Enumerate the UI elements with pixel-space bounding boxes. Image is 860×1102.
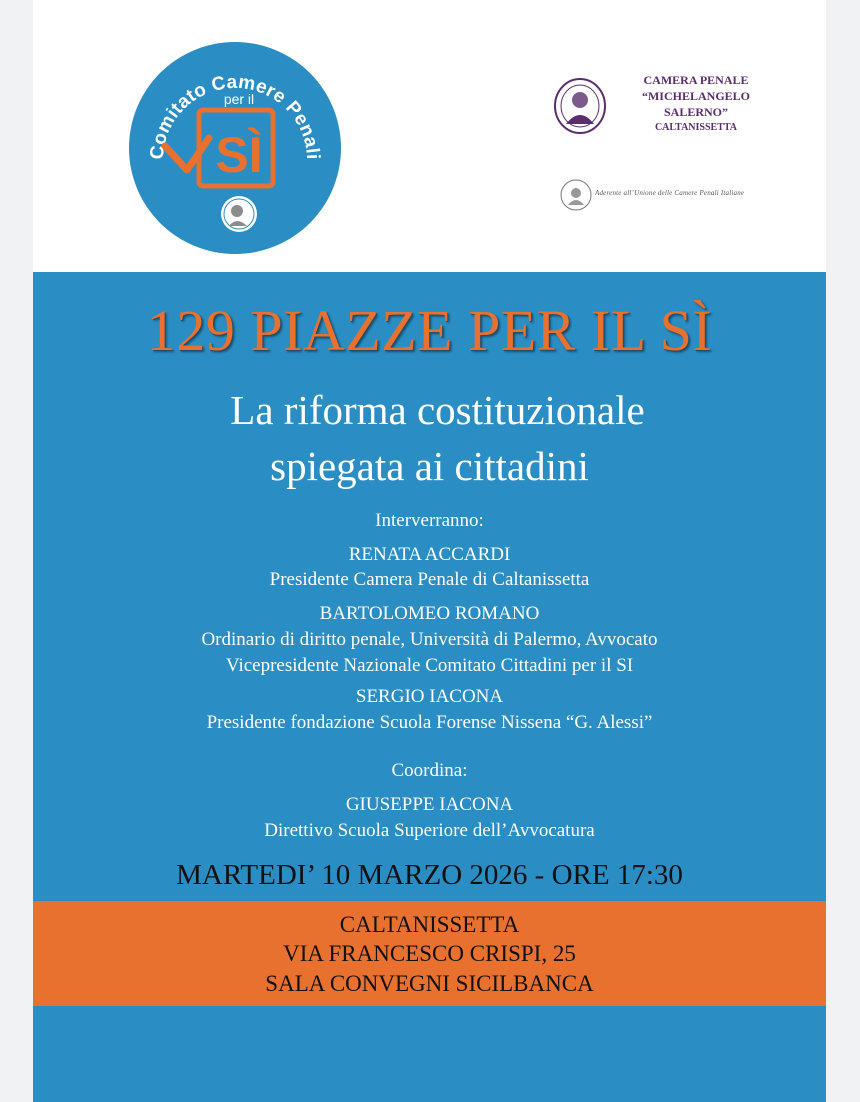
logo-per-il: per il [223,91,255,107]
coordinator-name: GIUSEPPE IACONA [345,794,514,815]
venue-room: SALA CONVEGNI SICILBANCA [265,971,594,996]
speaker-role: Vicepresidente Nazionale Comitato Cittadini per il SI [225,655,634,676]
interverranno-label: Interverranno: [375,510,484,531]
speaker-name: SERGIO IACONA [355,686,504,707]
subtitle [33,382,826,494]
speaker-role: Ordinario di diritto penale, Università di Palermo, Avvocato [201,629,658,650]
speaker-role: Presidente fondazione Scuola Forense Nissena “G. Alessi” [206,712,653,733]
header [33,0,826,272]
adherence-text: Aderente all’Unione delle Camere Penali Italiane [595,189,745,197]
camera-penale-seal-icon [553,76,607,136]
speaker-name: BARTOLOMEO ROMANO [319,603,540,624]
poster [33,0,826,1102]
coordina-label: Coordina: [391,760,468,781]
camera-penale-line1: CAMERA PENALE [643,73,749,87]
speaker-name: RENATA ACCARDI [348,544,511,565]
venue-address: VIA FRANCESCO CRISPI, 25 [283,941,576,966]
headline: 129 PIAZZE PER IL SÌ [146,298,713,363]
camera-penale-block [553,70,783,142]
comitato-logo [129,42,341,254]
subtitle-line1: La riforma costituzionale [230,387,645,433]
venue-city: CALTANISSETTA [339,912,520,937]
subtitle-line2: spiegata ai cittadini [270,443,589,489]
speaker-role: Presidente Camera Penale di Caltanissetta [269,569,590,590]
logo-si: SÌ [215,127,263,183]
camera-penale-text [609,70,783,136]
coordinator-role: Direttivo Scuola Superiore dell’Avvocatura [264,820,595,841]
event-date: MARTEDI’ 10 MARZO 2026 - ORE 17:30 [176,859,683,891]
ucpi-seal-icon [559,178,593,212]
logo-arc-text: Comitato Camere Penali [146,71,324,161]
adherence-block [559,178,819,212]
camera-penale-line2: “MICHELANGELO SALERNO” [641,89,750,119]
camera-penale-line3: CALTANISSETTA [654,122,738,133]
